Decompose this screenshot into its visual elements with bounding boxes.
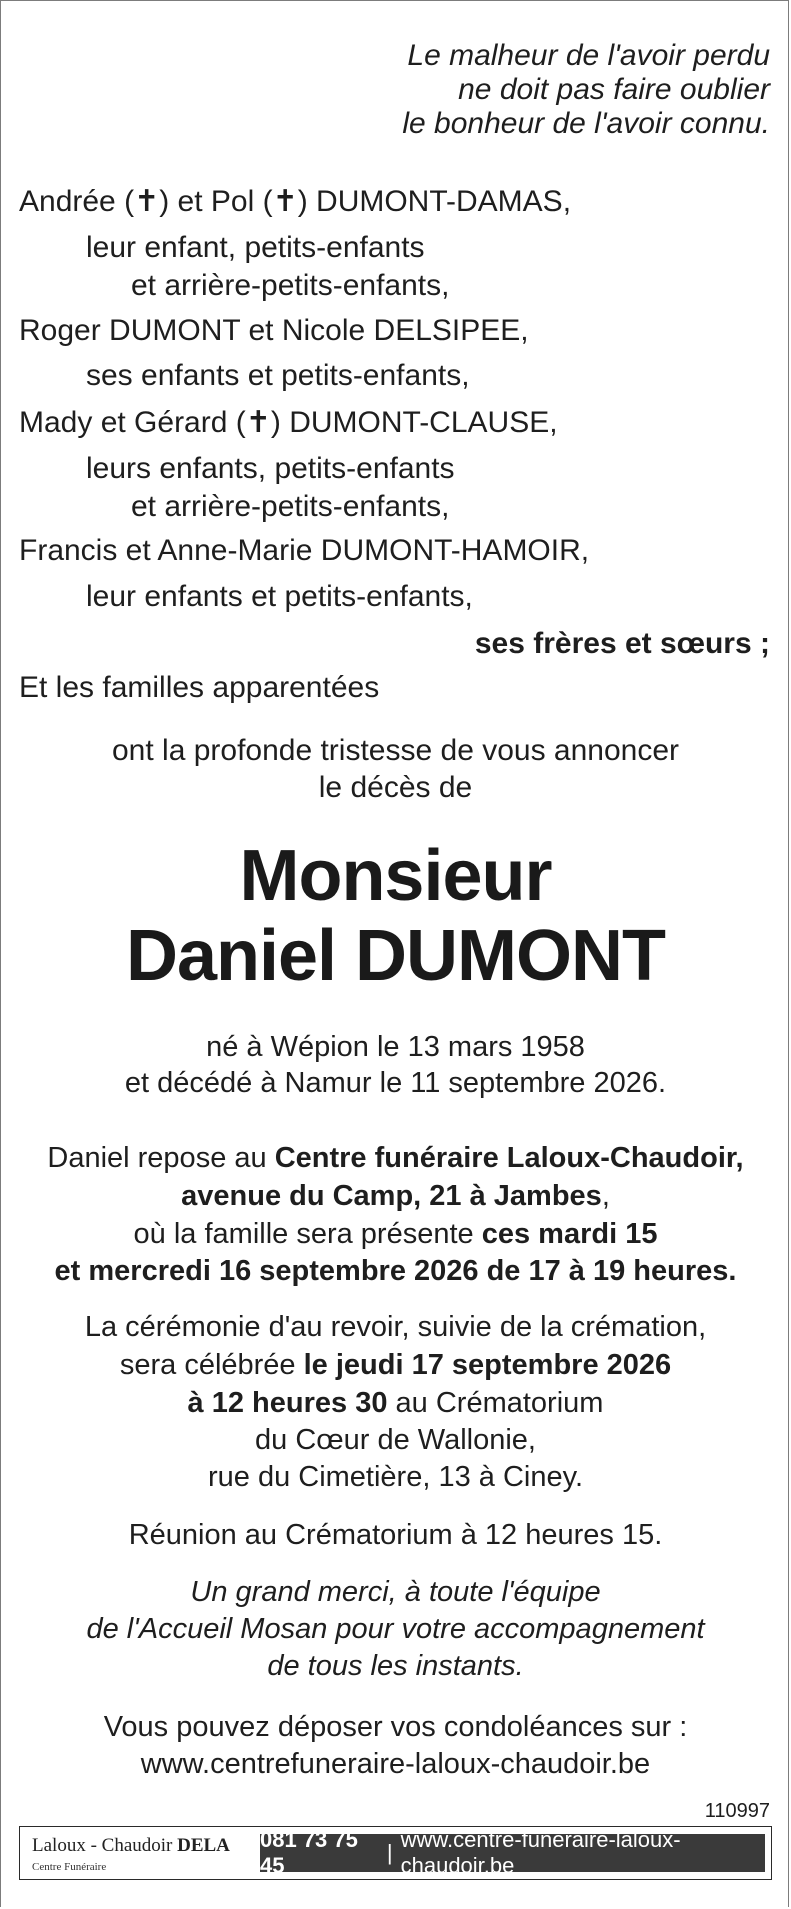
relatives-line: Et les familles apparentées <box>19 671 380 704</box>
family-line-4: Roger DUMONT et Nicole DELSIPEE, <box>19 314 529 347</box>
rest-line-4: et mercredi 16 septembre 2026 de 17 à 19 heures. <box>54 1255 737 1287</box>
rest-address: avenue du Camp, 21 à Jambes <box>181 1180 602 1212</box>
logo-name: Laloux - Chaudoir <box>32 1835 173 1856</box>
announce-line-1: ont la profonde tristesse de vous annoncer <box>111 734 680 767</box>
deceased-name: Daniel DUMONT <box>125 916 666 996</box>
ceremony-line-4: du Cœur de Wallonie, <box>255 1424 536 1456</box>
rest-family-text: où la famille sera présente <box>133 1218 482 1250</box>
quote-line-1: Le malheur de l'avoir perdu <box>407 39 770 72</box>
family-line-1: Andrée (✝) et Pol (✝) DUMONT-DAMAS, <box>19 185 572 218</box>
contact-separator: | <box>386 1840 393 1865</box>
contact-box <box>260 1827 765 1878</box>
ceremony-text: sera célébrée <box>119 1349 304 1381</box>
family-line-7: leurs enfants, petits-enfants <box>86 452 455 485</box>
family-line-9: Francis et Anne-Marie DUMONT-HAMOIR, <box>19 534 590 567</box>
funeral-home-logo <box>32 1835 230 1857</box>
ceremony-line-3 <box>1 1384 790 1422</box>
reunion-line: Réunion au Crématorium à 12 heures 15. <box>128 1519 663 1551</box>
rest-comma: , <box>601 1180 610 1212</box>
footer-website[interactable]: www.centre-funeraire-laloux-chaudoir.be <box>400 1827 681 1878</box>
ceremony-line-2 <box>1 1346 790 1384</box>
ceremony-line-1: La cérémonie d'au revoir, suivie de la crémation, <box>84 1311 707 1343</box>
logo-subtitle: Centre Funéraire <box>32 1861 107 1873</box>
quote-line-2: ne doit pas faire oublier <box>458 73 770 106</box>
rest-date-1: ces mardi 15 <box>481 1218 658 1250</box>
death-line: et décédé à Namur le 11 septembre 2026. <box>124 1067 667 1099</box>
thanks-line-1: Un grand merci, à toute l'équipe <box>190 1576 601 1608</box>
rest-venue: Centre funéraire Laloux-Chaudoir, <box>274 1142 744 1174</box>
family-line-5: ses enfants et petits-enfants, <box>86 359 470 392</box>
phone-number[interactable]: 081 73 75 45 <box>260 1827 358 1878</box>
family-line-6: Mady et Gérard (✝) DUMONT-CLAUSE, <box>19 406 558 439</box>
family-line-8: et arrière-petits-enfants, <box>131 490 450 523</box>
ceremony-line-5: rue du Cimetière, 13 à Ciney. <box>207 1461 584 1493</box>
thanks-line-3: de tous les instants. <box>267 1650 524 1682</box>
condolences-line: Vous pouvez déposer vos condoléances sur : <box>103 1711 688 1743</box>
rest-line-2 <box>1 1177 790 1215</box>
condolences-website[interactable]: www.centrefuneraire-laloux-chaudoir.be <box>140 1748 651 1780</box>
announce-line-2: le décès de <box>318 771 473 804</box>
reference-number: 110997 <box>704 1800 770 1822</box>
ceremony-place: au Crématorium <box>387 1387 604 1419</box>
rest-line-3 <box>1 1215 790 1253</box>
funeral-home-banner <box>19 1826 772 1880</box>
rest-text: Daniel repose au <box>47 1142 275 1174</box>
family-line-3: et arrière-petits-enfants, <box>131 269 450 302</box>
deceased-title: Monsieur <box>239 836 552 916</box>
rest-line-1 <box>1 1139 790 1177</box>
siblings-label: ses frères et sœurs ; <box>474 627 770 660</box>
ceremony-time: à 12 heures 30 <box>187 1387 388 1419</box>
birth-line: né à Wépion le 13 mars 1958 <box>206 1031 585 1063</box>
family-line-10: leur enfants et petits-enfants, <box>86 580 473 613</box>
quote-line-3: le bonheur de l'avoir connu. <box>402 107 770 140</box>
family-line-2: leur enfant, petits-enfants <box>86 231 425 264</box>
thanks-line-2: de l'Accueil Mosan pour votre accompagnement <box>86 1613 705 1645</box>
ceremony-date: le jeudi 17 septembre 2026 <box>303 1349 672 1381</box>
logo-brand: DELA <box>177 1835 230 1856</box>
